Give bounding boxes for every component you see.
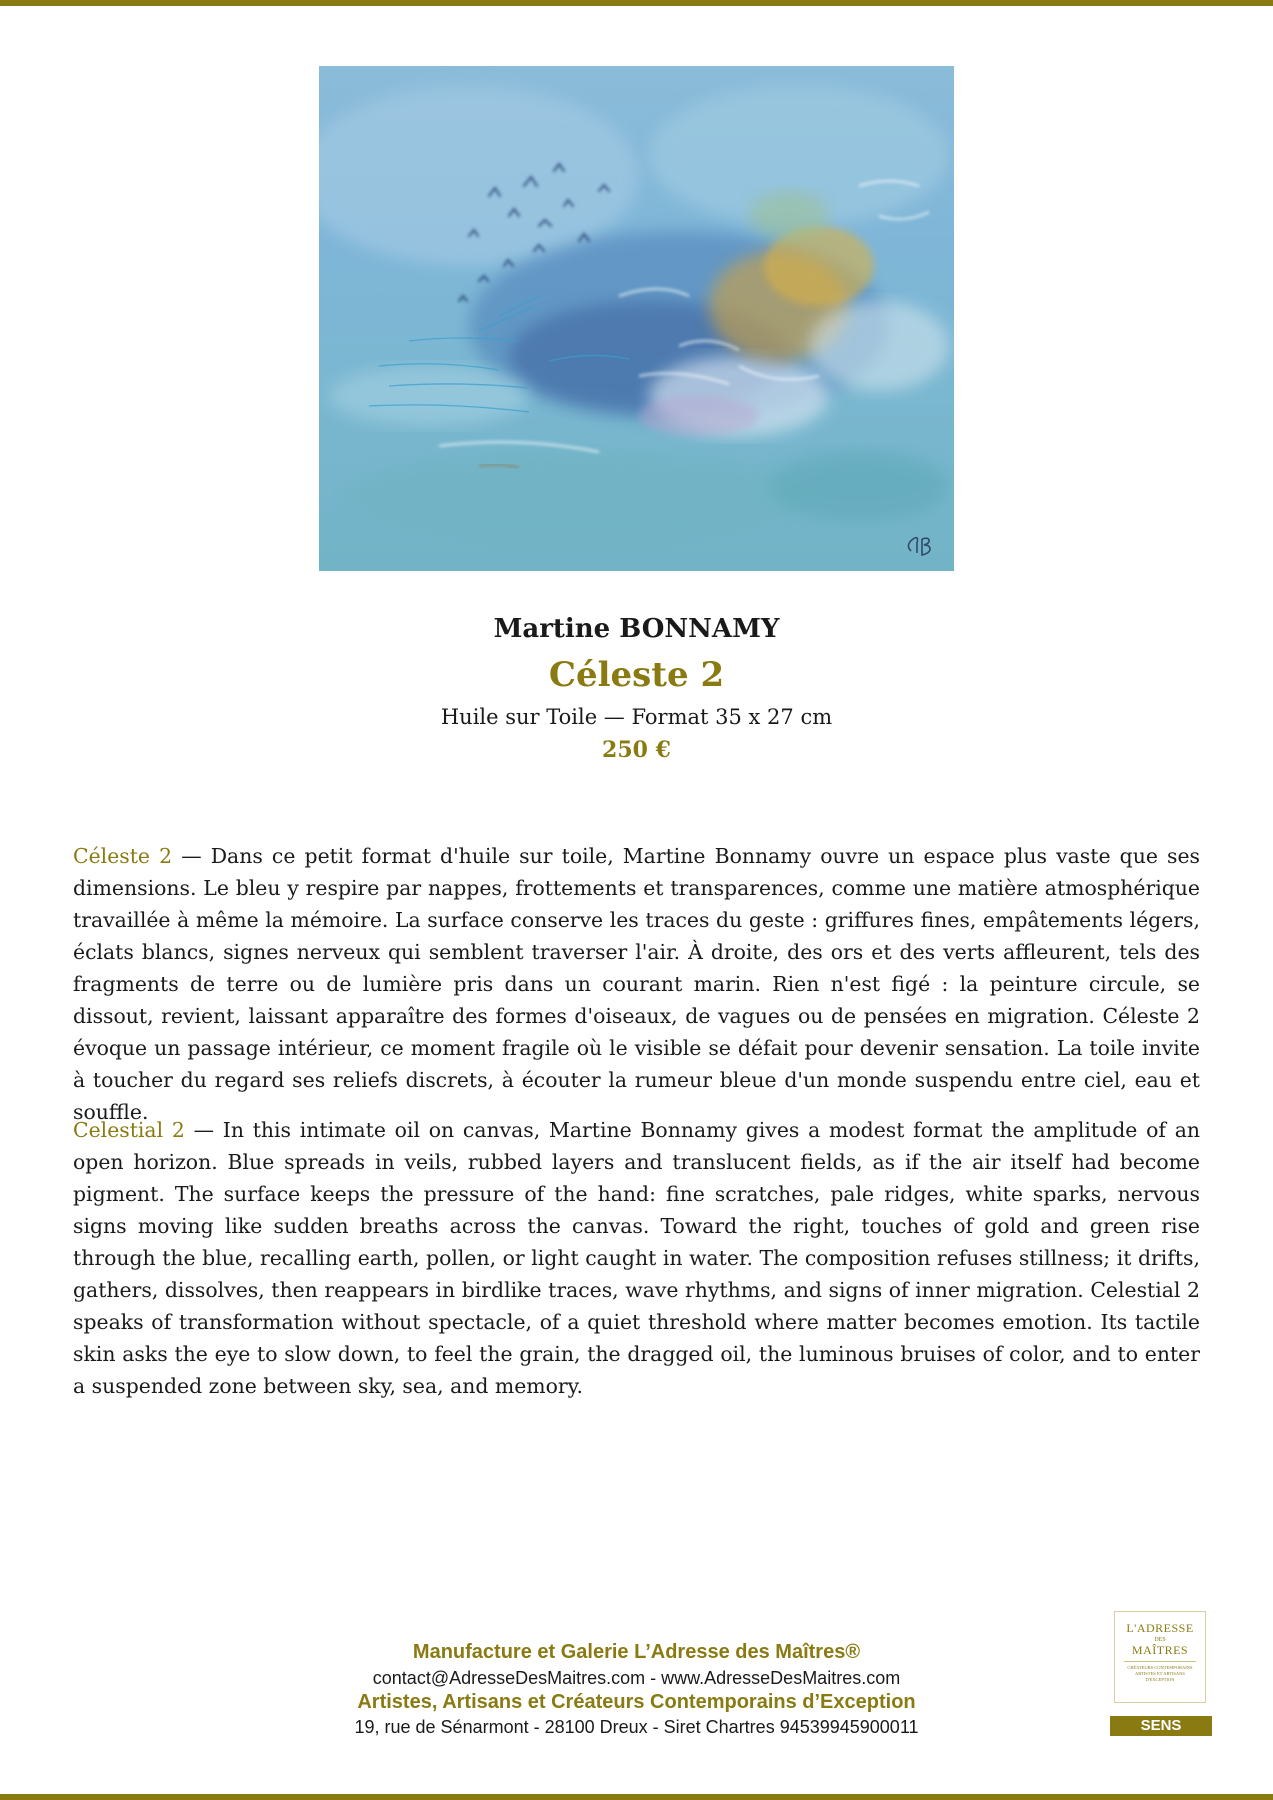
logo-divider bbox=[1124, 1661, 1196, 1662]
monogram-signature-icon bbox=[908, 538, 930, 555]
description-english-lead: Celestial 2 bbox=[73, 1118, 185, 1142]
description-french-lead: Céleste 2 bbox=[73, 844, 173, 868]
artwork-price: 250 € bbox=[602, 737, 671, 763]
description-french bbox=[73, 840, 1200, 1128]
top-accent-bar bbox=[0, 0, 1273, 6]
gallery-logo bbox=[1114, 1611, 1206, 1703]
sens-badge: SENS bbox=[1110, 1716, 1212, 1736]
bottom-accent-bar bbox=[0, 1794, 1273, 1800]
footer-gallery-name: Manufacture et Galerie L’Adresse des Maîtres® bbox=[412, 1641, 861, 1663]
footer-tagline: Artistes, Artisans et Créateurs Contemporains d’Exception bbox=[357, 1691, 916, 1713]
abstract-painting-graphic bbox=[319, 66, 954, 571]
footer-address: 19, rue de Sénarmont - 28100 Dreux - Siret Chartres 94539945900011 bbox=[354, 1717, 919, 1737]
artwork-image bbox=[319, 66, 954, 571]
artwork-title: Céleste 2 bbox=[548, 655, 725, 695]
footer-contact: contact@AdresseDesMaitres.com - www.AdresseDesMaitres.com bbox=[372, 1668, 901, 1688]
logo-line-2: DES bbox=[1154, 1637, 1166, 1643]
logo-line-3: MAÎTRES bbox=[1131, 1643, 1189, 1657]
artwork-medium-format: Huile sur Toile — Format 35 x 27 cm bbox=[440, 705, 833, 729]
logo-line-4: CRÉATEURS CONTEMPORAINS ARTISTES ET ARTISANS D'EXCEPTION bbox=[1127, 1665, 1193, 1682]
description-english bbox=[73, 1114, 1200, 1402]
logo-line-1: L'ADRESSE bbox=[1126, 1621, 1194, 1635]
artist-name: Martine BONNAMY bbox=[493, 614, 780, 644]
description-english-text: — In this intimate oil on canvas, Martine Bonnamy gives a modest format the amplitude of an open horizon. Blue spreads in veils, rubbed layers and translucent fields, as if the air itself had become pigment. The surface keeps the pressure of the hand: fine scratches, pale ridges, white sparks, nervous signs moving like sudden breaths across the canvas. Toward the right, touches of gold and green rise through the blue, recalling earth, pollen, or light caught in water. The composition refuses stillness; it drifts, gathers, dissolves, then reappears in birdlike traces, wave rhythms, and signs of inner migration. Celestial 2 speaks of transformation without spectacle, of a quiet threshold where matter becomes emotion. Its tactile skin asks the eye to slow down, to feel the grain, the dragged oil, the luminous bruises of color, and to enter a suspended zone between sky, sea, and memory. bbox=[73, 1118, 1200, 1398]
description-french-text: — Dans ce petit format d'huile sur toile, Martine Bonnamy ouvre un espace plus vaste que ses dimensions. Le bleu y respire par nappes, frottements et transparences, comme une matière atmosphérique travaillée à même la mémoire. La surface conserve les traces du geste : griffures fines, empâtements légers, éclats blancs, signes nerveux qui semblent traverser l'air. À droite, des ors et des verts affleurent, tels des fragments de terre ou de lumière pris dans un courant marin. Rien n'est figé : la peinture circule, se dissout, revient, laissant apparaître des formes d'oiseaux, de vagues ou de pensées en migration. Céleste 2 évoque un passage intérieur, ce moment fragile où le visible se défait pour devenir sensation. La toile invite à toucher du regard ses reliefs discrets, à écouter la rumeur bleue d'un monde suspendu entre ciel, eau et souffle. bbox=[73, 844, 1201, 1124]
